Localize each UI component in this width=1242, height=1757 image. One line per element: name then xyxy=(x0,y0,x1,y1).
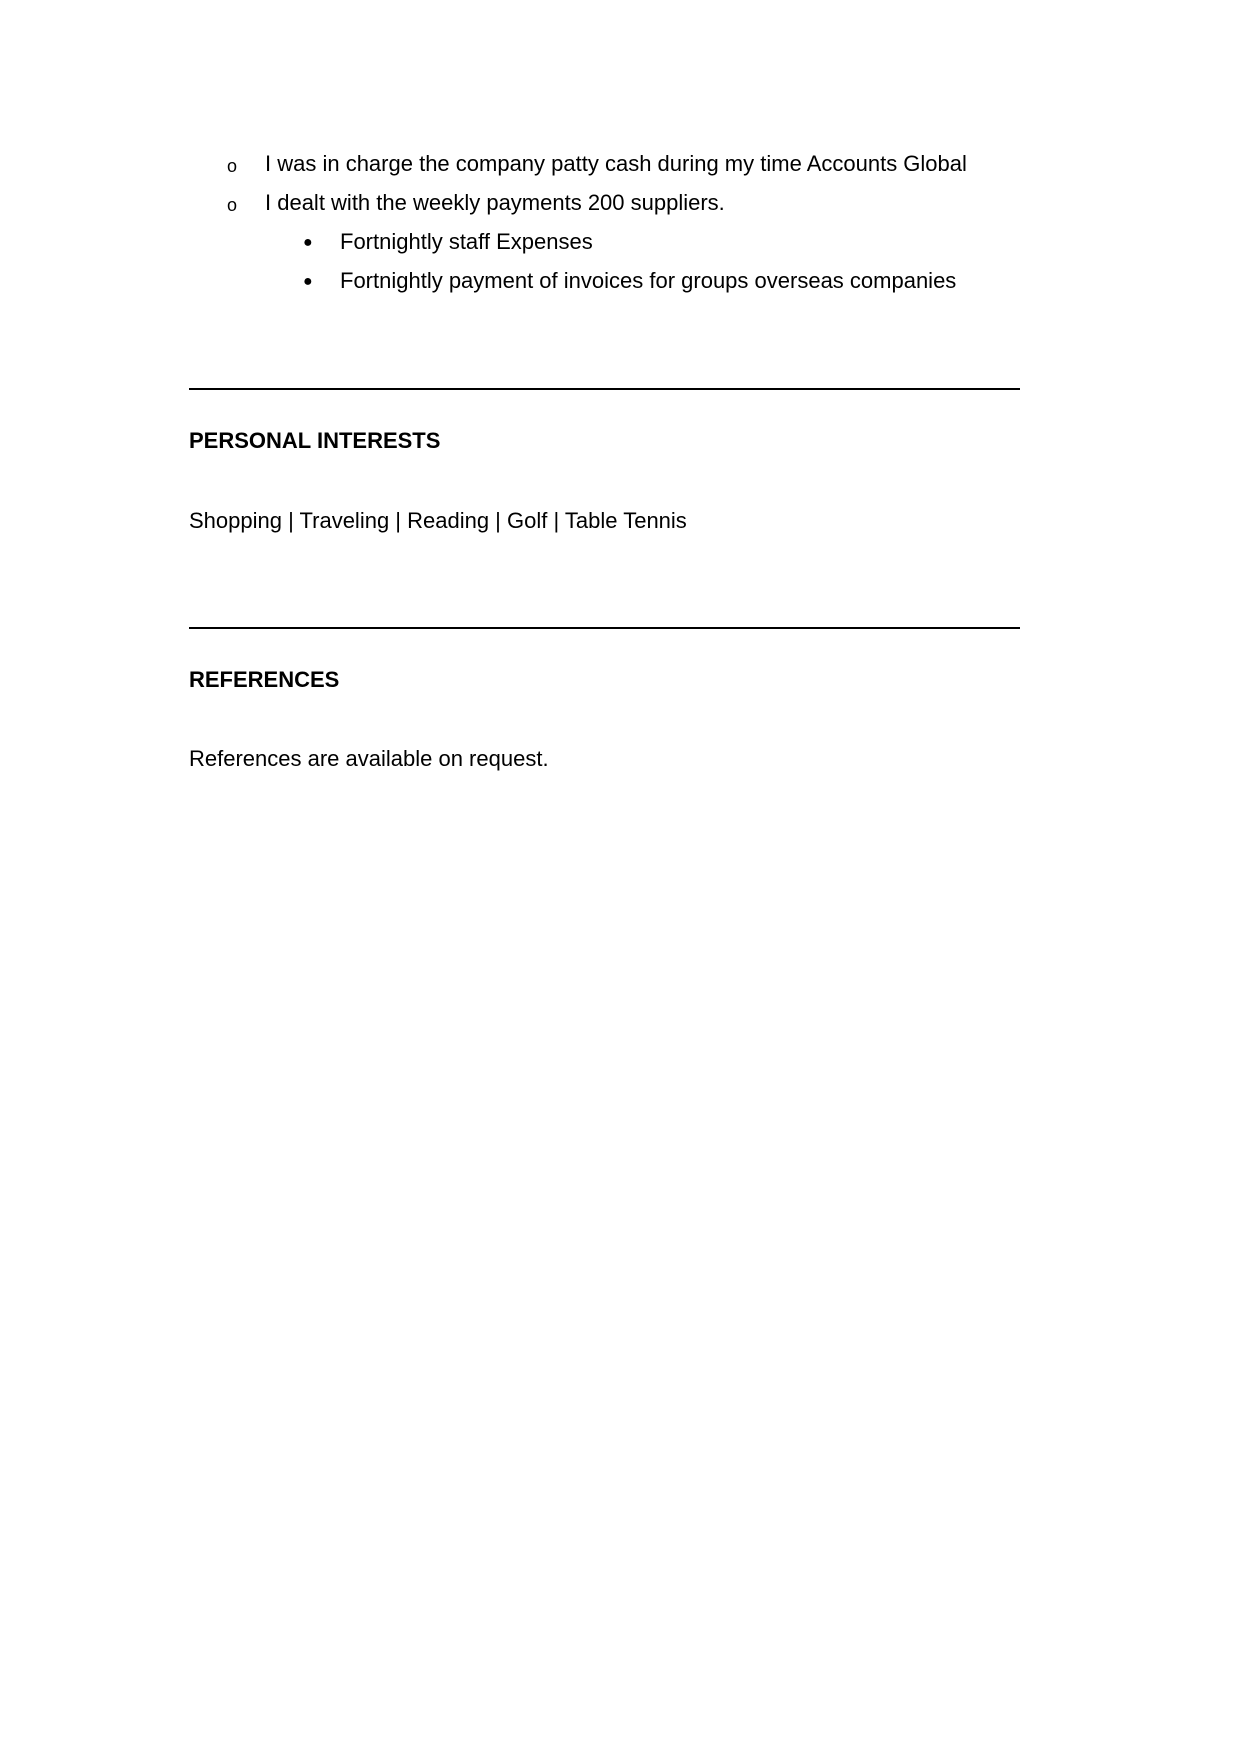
list-item: Fortnightly payment of invoices for groups overseas companies xyxy=(340,268,957,293)
solid-bullet-icon: ● xyxy=(303,234,313,251)
hollow-bullet-icon: o xyxy=(227,195,238,215)
references-text: References are available on request. xyxy=(189,746,549,771)
list-item: I was in charge the company patty cash during my time Accounts Global xyxy=(265,151,967,176)
personal-interests-text: Shopping | Traveling | Reading | Golf | Table Tennis xyxy=(189,508,687,533)
section-heading-references: REFERENCES xyxy=(189,667,340,692)
list-item: I dealt with the weekly payments 200 suppliers. xyxy=(265,190,725,215)
list-item: Fortnightly staff Expenses xyxy=(340,229,593,254)
section-divider xyxy=(189,627,1020,629)
hollow-bullet-icon: o xyxy=(227,156,238,176)
section-heading-personal-interests: PERSONAL INTERESTS xyxy=(189,428,441,453)
section-divider xyxy=(189,388,1020,390)
solid-bullet-icon: ● xyxy=(303,273,313,290)
